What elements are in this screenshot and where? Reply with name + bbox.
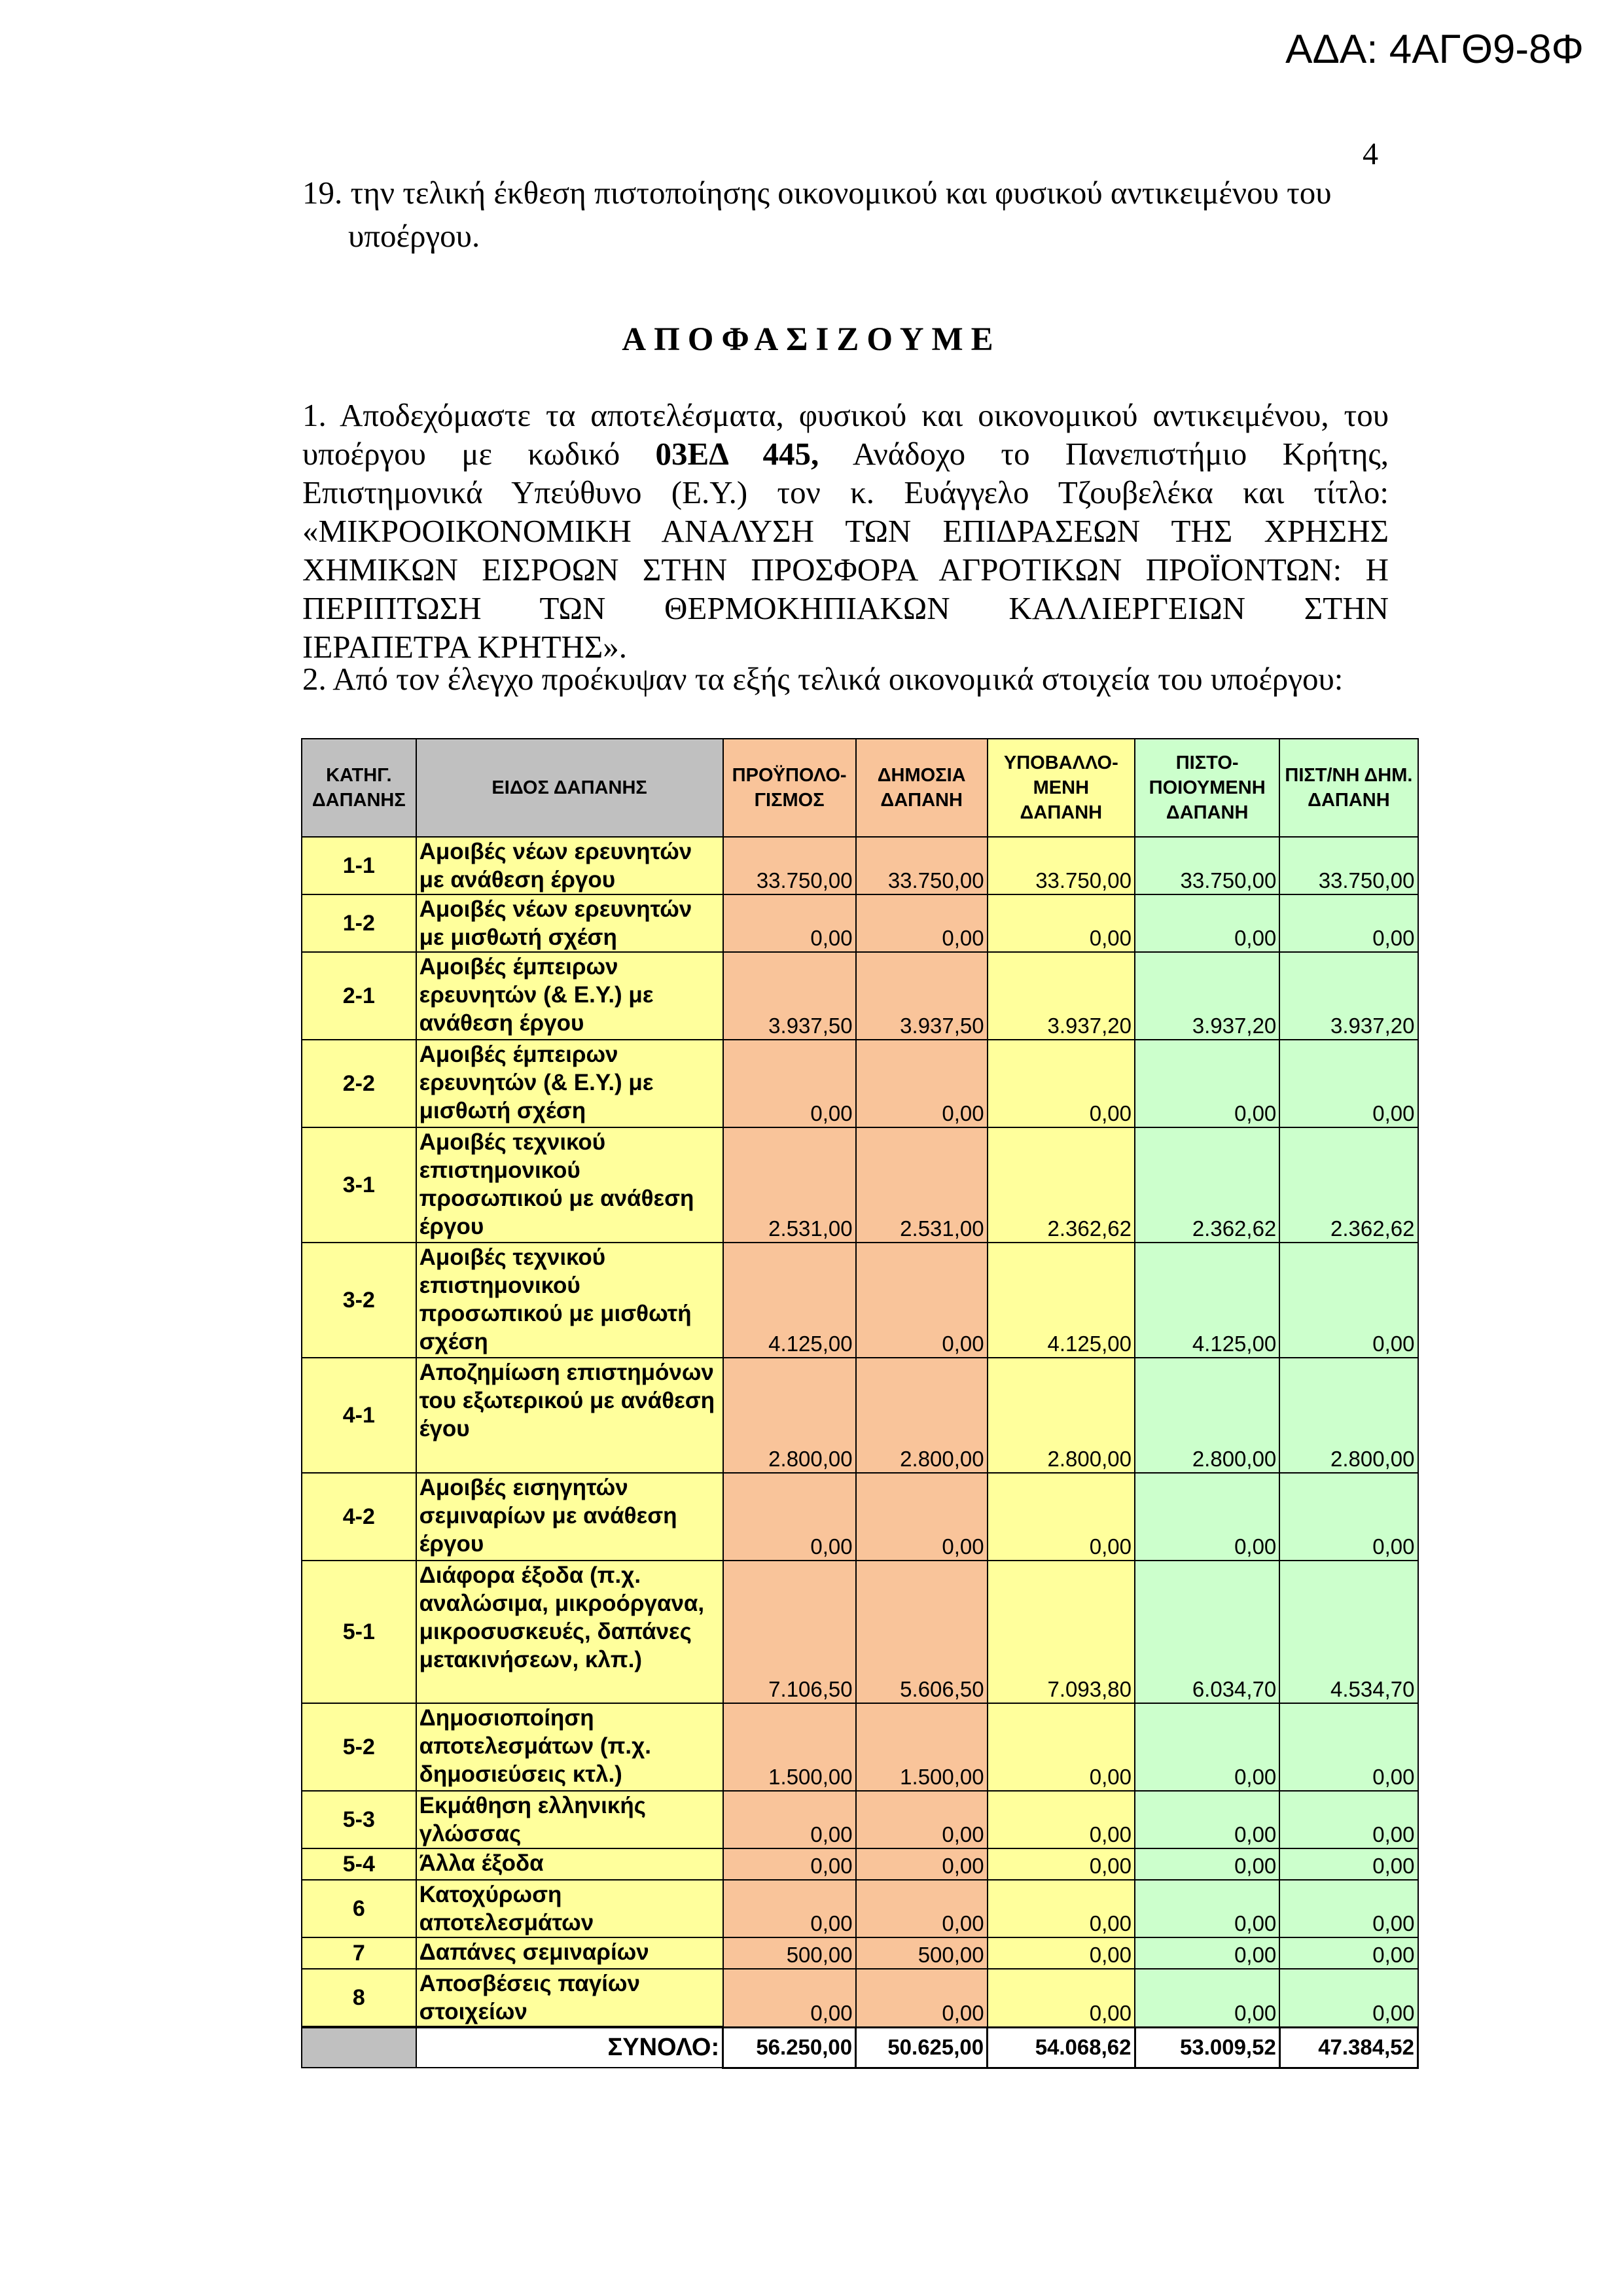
text-span: Ανάδοχο το Πανεπιστήμιο Κρήτης, — [819, 436, 1389, 472]
cell-certified: 0,00 — [1135, 1473, 1279, 1561]
cell-description: Αποσβέσεις παγίων στοιχείων — [416, 1969, 723, 2027]
cell-certified: 4.125,00 — [1135, 1243, 1279, 1358]
cell-description: Αμοιβές νέων ερευνητών με ανάθεση έργου — [416, 837, 723, 894]
cell-cert-public: 0,00 — [1279, 1791, 1418, 1848]
total-cert-public: 47.384,52 — [1279, 2027, 1418, 2068]
project-code: 03ΕΔ 445, — [655, 436, 819, 472]
cell-public: 5.606,50 — [856, 1561, 988, 1703]
cell-category: 5-4 — [302, 1848, 416, 1880]
cell-budget: 2.531,00 — [723, 1127, 856, 1243]
cell-category: 3-1 — [302, 1127, 416, 1243]
cell-description: Κατοχύρωση αποτελεσμάτων — [416, 1880, 723, 1937]
cell-cert-public: 0,00 — [1279, 1848, 1418, 1880]
table-row — [302, 1937, 1418, 1969]
paragraph-1-line3: Επιστημονικά Υπεύθυνο (Ε.Υ.) τον κ. Ευάγγελο Τζουβελέκα και τίτλο: — [302, 474, 1389, 510]
table-row — [302, 1473, 1418, 1561]
cell-description: Αποζημίωση επιστημόνων του εξωτερικού με ανάθεση έγου — [416, 1358, 723, 1473]
cell-submitted: 0,00 — [988, 1791, 1135, 1848]
cell-budget: 0,00 — [723, 1040, 856, 1127]
cell-submitted: 0,00 — [988, 894, 1135, 952]
header-certified: ΠΙΣΤΟ-ΠΟΙΟΥΜΕΝΗ ΔΑΠΑΝΗ — [1135, 739, 1279, 837]
paragraph-1-line1: 1. Αποδεχόμαστε τα αποτελέσματα, φυσικού και οικονομικού αντικειμένου, του — [302, 397, 1389, 433]
cell-submitted: 0,00 — [988, 1848, 1135, 1880]
cell-submitted: 0,00 — [988, 1969, 1135, 2027]
table-row — [302, 1243, 1418, 1358]
cell-submitted: 0,00 — [988, 1040, 1135, 1127]
total-label: ΣΥΝΟΛΟ: — [416, 2027, 723, 2068]
page-number: 4 — [1363, 137, 1378, 171]
header-category: ΚΑΤΗΓ. ΔΑΠΑΝΗΣ — [302, 739, 416, 837]
cell-public: 33.750,00 — [856, 837, 988, 894]
cell-budget: 3.937,50 — [723, 952, 856, 1040]
cell-certified: 6.034,70 — [1135, 1561, 1279, 1703]
cell-public: 0,00 — [856, 1040, 988, 1127]
cell-cert-public: 33.750,00 — [1279, 837, 1418, 894]
paragraph-1-line5: ΧΗΜΙΚΩΝ ΕΙΣΡΟΩΝ ΣΤΗΝ ΠΡΟΣΦΟΡΑ ΑΓΡΟΤΙΚΩΝ ΠΡΟΪΟΝΤΩΝ: Η — [302, 552, 1389, 588]
cell-public: 500,00 — [856, 1937, 988, 1969]
cell-public: 0,00 — [856, 1473, 988, 1561]
cell-budget: 0,00 — [723, 894, 856, 952]
cell-submitted: 0,00 — [988, 1880, 1135, 1937]
cell-description: Αμοιβές εισηγητών σεμιναρίων με ανάθεση έργου — [416, 1473, 723, 1561]
table-row — [302, 894, 1418, 952]
table-row — [302, 1703, 1418, 1791]
table-row — [302, 1040, 1418, 1127]
cell-category: 4-2 — [302, 1473, 416, 1561]
cell-certified: 3.937,20 — [1135, 952, 1279, 1040]
cell-cert-public: 2.800,00 — [1279, 1358, 1418, 1473]
decision-heading: ΑΠΟΦΑΣΙΖΟΥΜΕ — [622, 321, 1001, 358]
cell-cert-public: 0,00 — [1279, 1880, 1418, 1937]
table-row — [302, 1848, 1418, 1880]
cell-cert-public: 0,00 — [1279, 1969, 1418, 2027]
cell-budget: 0,00 — [723, 1848, 856, 1880]
cell-public: 0,00 — [856, 894, 988, 952]
cell-certified: 0,00 — [1135, 1040, 1279, 1127]
cell-description: Δημοσιοποίηση αποτελεσμάτων (π.χ. δημοσιεύσεις κτλ.) — [416, 1703, 723, 1791]
cell-public: 0,00 — [856, 1969, 988, 2027]
cell-public: 0,00 — [856, 1791, 988, 1848]
cell-cert-public: 0,00 — [1279, 1243, 1418, 1358]
cell-submitted: 2.800,00 — [988, 1358, 1135, 1473]
paragraph-1-line6: ΠΕΡΙΠΤΩΣΗ ΤΩΝ ΘΕΡΜΟΚΗΠΙΑΚΩΝ ΚΑΛΛΙΕΡΓΕΙΩΝ ΣΤΗΝ — [302, 590, 1389, 626]
cell-budget: 0,00 — [723, 1969, 856, 2027]
table-row — [302, 1127, 1418, 1243]
cell-description: Αμοιβές τεχνικού επιστημονικού προσωπικού με μισθωτή σχέση — [416, 1243, 723, 1358]
cell-description: Δαπάνες σεμιναρίων — [416, 1937, 723, 1969]
table-row — [302, 1358, 1418, 1473]
cell-category: 5-3 — [302, 1791, 416, 1848]
total-row — [302, 2027, 1418, 2068]
cell-submitted: 3.937,20 — [988, 952, 1135, 1040]
cell-cert-public: 4.534,70 — [1279, 1561, 1418, 1703]
cell-certified: 2.362,62 — [1135, 1127, 1279, 1243]
item-19 — [302, 171, 1382, 258]
cell-cert-public: 0,00 — [1279, 1703, 1418, 1791]
table-row — [302, 1880, 1418, 1937]
cell-category: 6 — [302, 1880, 416, 1937]
cell-submitted: 33.750,00 — [988, 837, 1135, 894]
cell-public: 3.937,50 — [856, 952, 988, 1040]
cell-submitted: 7.093,80 — [988, 1561, 1135, 1703]
paragraph-1 — [302, 396, 1389, 666]
cell-certified: 2.800,00 — [1135, 1358, 1279, 1473]
cell-certified: 0,00 — [1135, 1880, 1279, 1937]
paragraph-2: 2. Από τον έλεγχο προέκυψαν τα εξής τελικά οικονομικά στοιχεία του υποέργου: — [302, 661, 1344, 697]
header-public: ΔΗΜΟΣΙΑ ΔΑΠΑΝΗ — [856, 739, 988, 837]
cell-category: 1-2 — [302, 894, 416, 952]
cell-category: 5-2 — [302, 1703, 416, 1791]
paragraph-1-line7: ΙΕΡΑΠΕΤΡΑ ΚΡΗΤΗΣ». — [302, 629, 628, 665]
table-row — [302, 952, 1418, 1040]
cell-category: 5-1 — [302, 1561, 416, 1703]
paragraph-1-line4: «ΜΙΚΡΟΟΙΚΟΝΟΜΙΚΗ ΑΝΑΛΥΣΗ ΤΩΝ ΕΠΙΔΡΑΣΕΩΝ ΤΗΣ ΧΡΗΣΗΣ — [302, 513, 1389, 549]
cell-submitted: 4.125,00 — [988, 1243, 1135, 1358]
cell-category: 2-1 — [302, 952, 416, 1040]
cell-public: 2.531,00 — [856, 1127, 988, 1243]
total-blank-cell — [302, 2027, 416, 2068]
cell-description: Αμοιβές έμπειρων ερευνητών (& Ε.Υ.) με ανάθεση έργου — [416, 952, 723, 1040]
total-budget: 56.250,00 — [723, 2027, 856, 2068]
cell-description: Άλλα έξοδα — [416, 1848, 723, 1880]
cell-category: 1-1 — [302, 837, 416, 894]
total-public: 50.625,00 — [856, 2027, 988, 2068]
cell-submitted: 0,00 — [988, 1473, 1135, 1561]
table-row — [302, 1969, 1418, 2027]
cell-description: Αμοιβές έμπειρων ερευνητών (& Ε.Υ.) με μισθωτή σχέση — [416, 1040, 723, 1127]
table-row — [302, 837, 1418, 894]
cell-description: Εκμάθηση ελληνικής γλώσσας — [416, 1791, 723, 1848]
cell-public: 0,00 — [856, 1848, 988, 1880]
cell-public: 1.500,00 — [856, 1703, 988, 1791]
cell-budget: 0,00 — [723, 1880, 856, 1937]
item-19-line2: υποέργου. — [348, 218, 480, 254]
expense-table — [301, 738, 1419, 2069]
cell-budget: 7.106,50 — [723, 1561, 856, 1703]
table-header-row — [302, 739, 1418, 837]
cell-budget: 2.800,00 — [723, 1358, 856, 1473]
header-submitted: ΥΠΟΒΑΛΛΟ-ΜΕΝΗ ΔΑΠΑΝΗ — [988, 739, 1135, 837]
cell-cert-public: 0,00 — [1279, 1040, 1418, 1127]
cell-submitted: 0,00 — [988, 1937, 1135, 1969]
cell-category: 4-1 — [302, 1358, 416, 1473]
cell-cert-public: 3.937,20 — [1279, 952, 1418, 1040]
cell-budget: 0,00 — [723, 1791, 856, 1848]
total-certified: 53.009,52 — [1135, 2027, 1279, 2068]
header-cert-public: ΠΙΣΤ/ΝΗ ΔΗΜ. ΔΑΠΑΝΗ — [1279, 739, 1418, 837]
cell-submitted: 2.362,62 — [988, 1127, 1135, 1243]
cell-submitted: 0,00 — [988, 1703, 1135, 1791]
cell-certified: 0,00 — [1135, 1848, 1279, 1880]
cell-certified: 0,00 — [1135, 1703, 1279, 1791]
cell-budget: 33.750,00 — [723, 837, 856, 894]
cell-public: 0,00 — [856, 1243, 988, 1358]
cell-public: 0,00 — [856, 1880, 988, 1937]
item-19-line1: 19. την τελική έκθεση πιστοποίησης οικονομικού και φυσικού αντικειμένου του — [302, 175, 1332, 211]
cell-category: 8 — [302, 1969, 416, 2027]
cell-certified: 0,00 — [1135, 1937, 1279, 1969]
cell-category: 3-2 — [302, 1243, 416, 1358]
cell-budget: 500,00 — [723, 1937, 856, 1969]
table-row — [302, 1791, 1418, 1848]
cell-category: 7 — [302, 1937, 416, 1969]
cell-certified: 33.750,00 — [1135, 837, 1279, 894]
header-description: ΕΙΔΟΣ ΔΑΠΑΝΗΣ — [416, 739, 723, 837]
cell-budget: 4.125,00 — [723, 1243, 856, 1358]
cell-description: Διάφορα έξοδα (π.χ. αναλώσιμα, μικροόργανα, μικροσυσκευές, δαπάνες μετακινήσεων, κλπ.) — [416, 1561, 723, 1703]
cell-description: Αμοιβές νέων ερευνητών με μισθωτή σχέση — [416, 894, 723, 952]
cell-budget: 0,00 — [723, 1473, 856, 1561]
cell-certified: 0,00 — [1135, 1791, 1279, 1848]
cell-certified: 0,00 — [1135, 1969, 1279, 2027]
cell-cert-public: 0,00 — [1279, 894, 1418, 952]
cell-cert-public: 2.362,62 — [1279, 1127, 1418, 1243]
total-submitted: 54.068,62 — [988, 2027, 1135, 2068]
cell-public: 2.800,00 — [856, 1358, 988, 1473]
cell-category: 2-2 — [302, 1040, 416, 1127]
cell-certified: 0,00 — [1135, 894, 1279, 952]
text-span: υποέργου με κωδικό — [302, 436, 656, 472]
cell-description: Αμοιβές τεχνικού επιστημονικού προσωπικού με ανάθεση έργου — [416, 1127, 723, 1243]
paragraph-1-line2 — [302, 434, 1389, 473]
cell-cert-public: 0,00 — [1279, 1937, 1418, 1969]
header-budget: ΠΡΟΫΠΟΛΟ-ΓΙΣΜΟΣ — [723, 739, 856, 837]
table-row — [302, 1561, 1418, 1703]
cell-budget: 1.500,00 — [723, 1703, 856, 1791]
ada-code: ΑΔΑ: 4ΑΓΘ9-8Φ — [1285, 27, 1584, 72]
cell-cert-public: 0,00 — [1279, 1473, 1418, 1561]
